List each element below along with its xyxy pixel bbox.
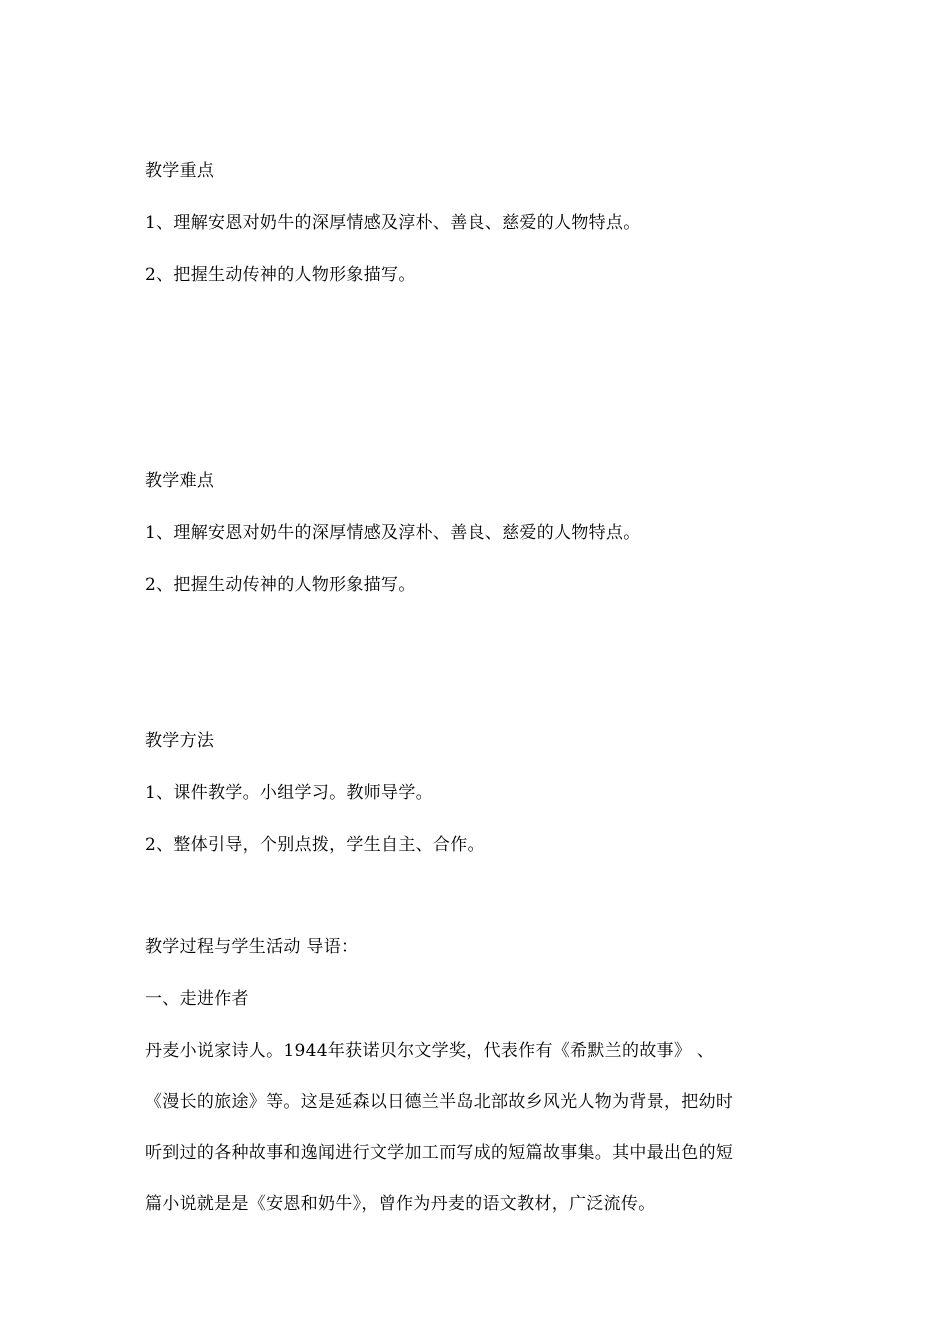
difficulty-item-2: 2、把握生动传神的人物形象描写。: [145, 575, 416, 595]
method-item-2: 2、整体引导，个别点拨，学生自主、合作。: [145, 835, 485, 855]
method-heading: 教学方法: [145, 731, 215, 751]
focus-item-1: 1、理解安恩对奶牛的深厚情感及淳朴、善良、慈爱的人物特点。: [145, 213, 641, 233]
paragraph-line-2: 《漫长的旅途》等。这是延森以日德兰半岛北部故乡风光人物为背景，把幼时: [145, 1092, 734, 1112]
focus-item-2: 2、把握生动传神的人物形象描写。: [145, 265, 416, 285]
difficulty-item-1: 1、理解安恩对奶牛的深厚情感及淳朴、善良、慈爱的人物特点。: [145, 523, 641, 543]
paragraph-line-4: 篇小说就是是《安恩和奶牛》，曾作为丹麦的语文教材，广泛流传。: [145, 1194, 656, 1214]
method-item-1: 1、课件教学。小组学习。教师导学。: [145, 783, 433, 803]
difficulty-heading: 教学难点: [145, 471, 215, 491]
section-title: 一、走进作者: [145, 989, 249, 1009]
focus-heading: 教学重点: [145, 161, 215, 181]
process-heading: 教学过程与学生活动 导语：: [145, 937, 359, 957]
paragraph-line-3: 听到过的各种故事和逸闻进行文学加工而写成的短篇故事集。其中最出色的短: [145, 1143, 734, 1163]
paragraph-line-1: 丹麦小说家诗人。1944年获诺贝尔文学奖，代表作有《希默兰的故事》 、: [145, 1041, 715, 1061]
